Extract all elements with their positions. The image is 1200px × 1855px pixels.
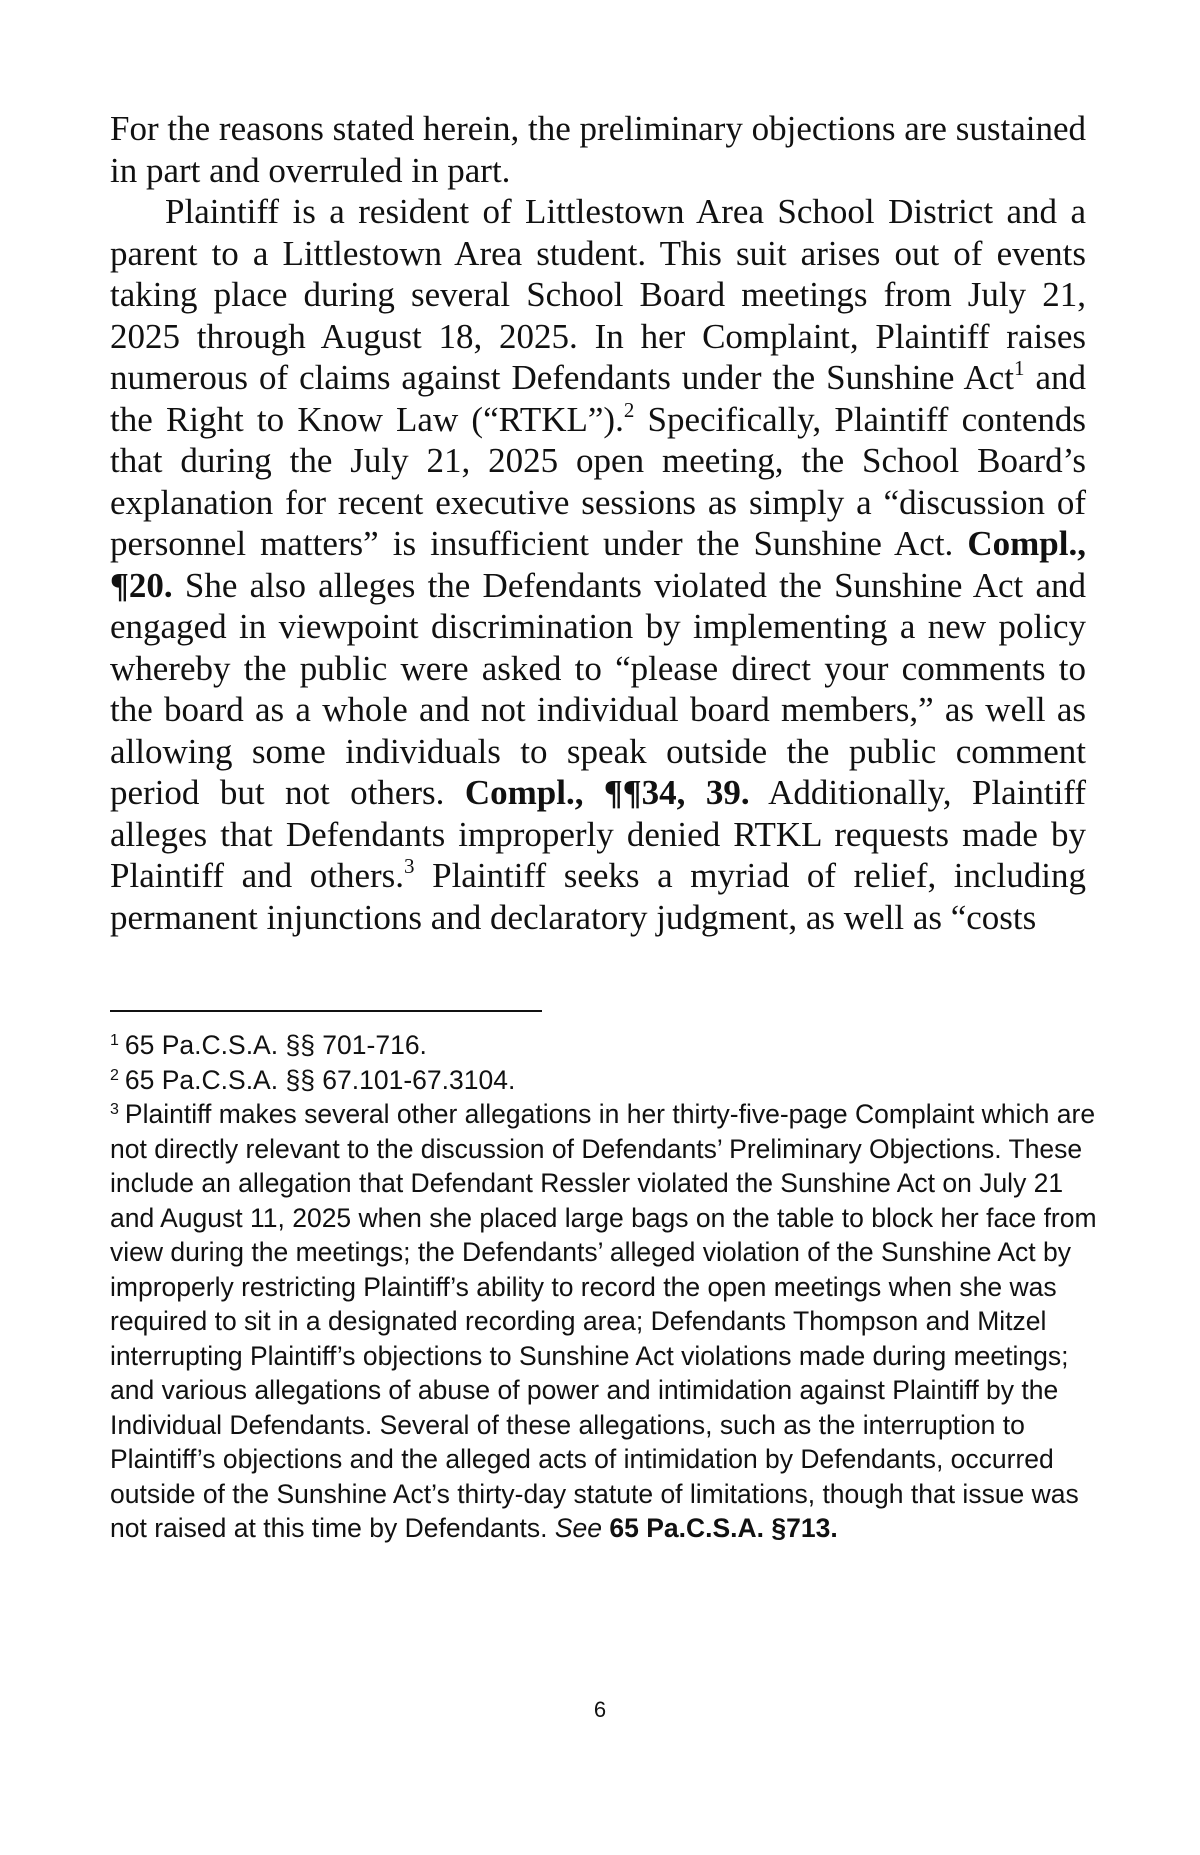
citation-statute: 65 Pa.C.S.A. §713. — [609, 1513, 838, 1543]
page-body — [110, 108, 1086, 938]
page-number: 6 — [593, 1697, 607, 1722]
footnote-3 — [110, 1097, 1100, 1546]
footnote-mark: 2 — [110, 1066, 119, 1084]
paragraph-text: Plaintiff is a resident of Littlestown Area School District and a parent to a Littlestown Area student. This suit arises out of events taking place during several School Board meetings from July 21, 2025 through August 18, 2025. In her Complaint, Plaintiff raises numerous of claims against Defendants under the Sunshine Act — [110, 192, 1086, 397]
footnote-ref-2[interactable]: 2 — [623, 397, 635, 422]
paragraph-text: She also alleges the Defendants violated the Sunshine Act and engaged in viewpoint discrimination by implementing a new policy whereby the public were asked to “please direct your comments to the board as a whole and not individual board members,” as well as allowing some individuals to speak outside the public comment period but not others. — [110, 565, 1086, 812]
paragraph-text: Plaintiff seeks a myriad of relief, including permanent injunctions and declaratory judgment, as well as “costs — [110, 856, 1086, 937]
citation-compl-34-39: Compl., ¶¶34, 39. — [464, 773, 750, 812]
footnote-text: 65 Pa.C.S.A. §§ 701-716. — [124, 1030, 427, 1060]
paragraph-intro — [110, 108, 1086, 191]
citation-compl-20: Compl., ¶20. — [110, 524, 1086, 605]
footnote-ref-1[interactable]: 1 — [1014, 356, 1025, 380]
paragraph-intro-text: For the reasons stated herein, the preliminary objections are sustained in part and overruled in part. — [110, 109, 1086, 190]
footnotes — [110, 1028, 1100, 1546]
see-signal: See — [554, 1513, 603, 1543]
paragraph-background — [110, 191, 1086, 938]
footnote-1 — [110, 1028, 1100, 1063]
footnote-mark: 1 — [110, 1032, 119, 1049]
footnote-text: 65 Pa.C.S.A. §§ 67.101-67.3104. — [124, 1064, 516, 1095]
footnote-2 — [110, 1063, 1100, 1098]
paragraph-text: Additionally, Plaintiff alleges that Defendants improperly denied RTKL requests made by Plaintiff and others. — [110, 773, 1086, 895]
paragraph-text: Specifically, Plaintiff contends that during the July 21, 2025 open meeting, the School Board’s explanation for recent executive sessions as simply a “discussion of personnel matters” is insufficient under the Sunshine Act. — [110, 399, 1086, 563]
footnote-text: Plaintiff makes several other allegations in her thirty-five-page Complaint which are not directly relevant to the discussion of Defendants’ Preliminary Objections. These include an allegation that Defendant Ressler violated the Sunshine Act on July 21 and August 11, 2025 when she placed large bags on the table to block her face from view during the meetings; the Defendants’ alleged violation of the Sunshine Act by improperly restricting Plaintiff’s ability to record the open meetings when she was required to sit in a designated recording area; Defendants Thompson and Mitzel interrupting Plaintiff’s objections to Sunshine Act violations made during meetings; and various allegations of abuse of power and intimidation against Plaintiff by the Individual Defendants. Several of these allegations, such as the interruption to Plaintiff’s objections and the alleged acts of intimidation by Defendants, occurred outside of the Sunshine Act’s thirty-day statute of limitations, though that issue was not raised at this time by Defendants. — [110, 1099, 1097, 1543]
footnote-ref-3[interactable]: 3 — [404, 854, 415, 878]
footnote-mark: 3 — [110, 1101, 119, 1118]
paragraph-text: and the Right to Know Law (“RTKL”). — [110, 358, 1086, 439]
footnote-separator — [110, 1010, 542, 1012]
